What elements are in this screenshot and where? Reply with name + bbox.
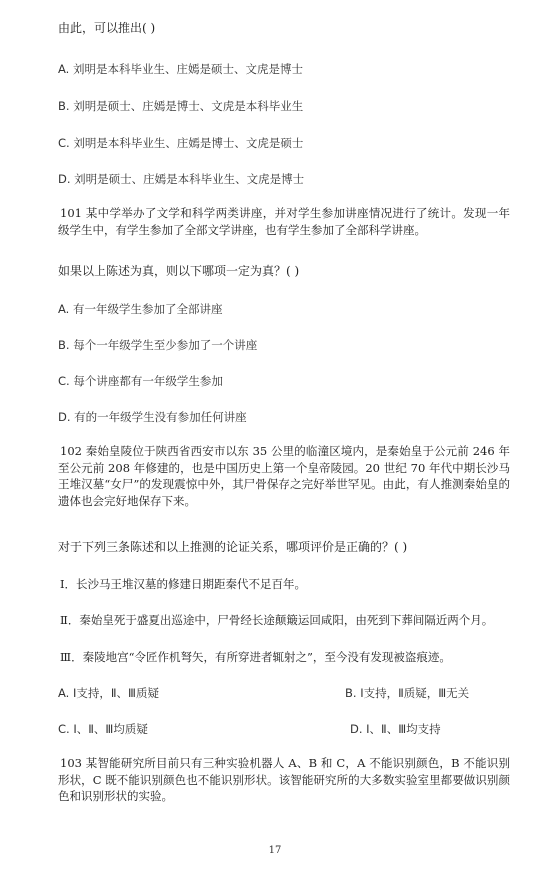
q102-stem: 对于下列三条陈述和以上推测的论证关系，哪项评价是正确的？( ) bbox=[58, 540, 408, 554]
q101-option-d: D. 有的一年级学生没有参加任何讲座 bbox=[58, 410, 247, 424]
q100-option-b: B. 刘明是硕士、庄嫣是博士、文虎是本科毕业生 bbox=[58, 99, 304, 113]
q102-statement-3: Ⅲ．秦陵地宫“令匠作机弩矢，有所穿进者辄射之”，至今没有发现被盗痕迹。 bbox=[60, 650, 451, 664]
q102-option-c: C. Ⅰ、Ⅱ、Ⅲ均质疑 bbox=[58, 722, 148, 736]
q101-option-a: A. 有一年级学生参加了全部讲座 bbox=[58, 302, 223, 316]
q102-option-b: B. Ⅰ支持，Ⅱ质疑，Ⅲ无关 bbox=[345, 686, 470, 700]
q102-option-d: D. Ⅰ、Ⅱ、Ⅲ均支持 bbox=[350, 722, 441, 736]
q101-stem: 如果以上陈述为真，则以下哪项一定为真？( ) bbox=[58, 264, 300, 278]
q100-option-a: A. 刘明是本科毕业生、庄嫣是硕士、文虎是博士 bbox=[58, 62, 303, 76]
q101-option-b: B. 每个一年级学生至少参加了一个讲座 bbox=[58, 338, 258, 352]
q101-option-c: C. 每个讲座都有一年级学生参加 bbox=[58, 374, 223, 388]
q102-statement-1: Ⅰ．长沙马王堆汉墓的修建日期距秦代不足百年。 bbox=[60, 577, 307, 591]
q100-option-d: D. 刘明是硕士、庄嫣是本科毕业生、文虎是博士 bbox=[58, 172, 305, 186]
q100-stem: 由此，可以推出( ) bbox=[58, 21, 156, 35]
q102-option-a: A. Ⅰ支持，Ⅱ、Ⅲ质疑 bbox=[58, 686, 159, 700]
q100-option-c: C. 刘明是本科毕业生、庄嫣是博士、文虎是硕士 bbox=[58, 136, 304, 150]
q103-passage: 103 某智能研究所目前只有三种实验机器人 A、B 和 C，A 不能识别颜色，B 不能识别形状，C 既不能识别颜色也不能识别形状。该智能研究所的大多数实验室里都要做识别颜色和识别形状的实验。 bbox=[58, 756, 510, 803]
q102-passage: 102 秦始皇陵位于陕西省西安市以东 35 公里的临潼区境内，是秦始皇于公元前 246 年至公元前 208 年修建的，也是中国历史上第一个皇帝陵园。20 世纪 70 年代中期长沙马王堆汉墓“女尸”的发现震惊中外，其尸骨保存之完好举世罕见。由此，有人推测秦始皇的遗体也会完好地保存下来。 bbox=[58, 444, 510, 508]
q102-statement-2: Ⅱ．秦始皇死于盛夏出巡途中，尸骨经长途颠簸运回咸阳，由死到下葬间隔近两个月。 bbox=[60, 613, 494, 627]
q101-passage: 101 某中学举办了文学和科学两类讲座，并对学生参加讲座情况进行了统计。发现一年级学生中，有学生参加了全部文学讲座，也有学生参加了全部科学讲座。 bbox=[58, 206, 510, 237]
page-number: 17 bbox=[268, 845, 282, 856]
